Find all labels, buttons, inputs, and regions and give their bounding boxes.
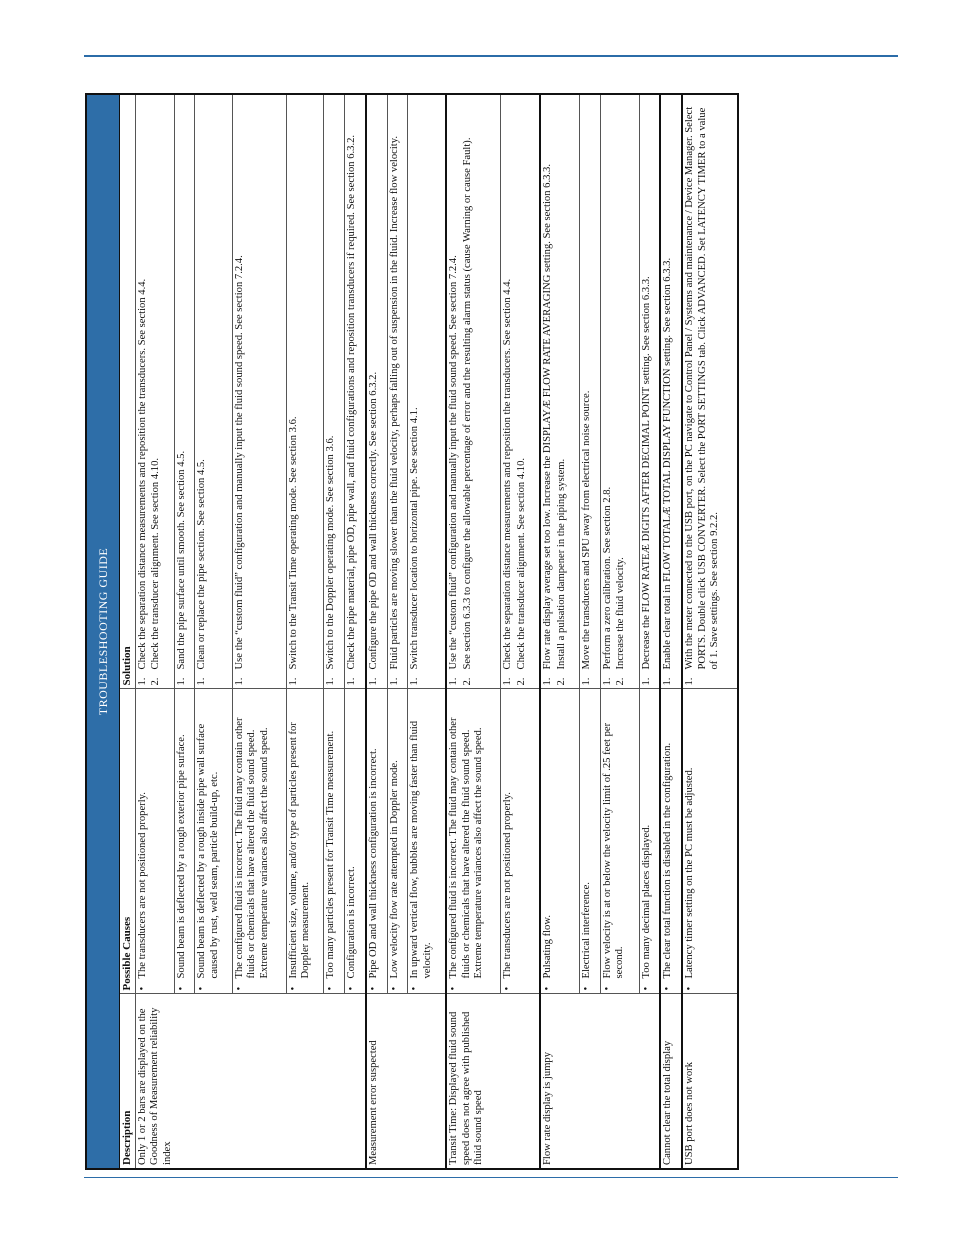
solution-text: With the meter connected to the USB port, on the PC navigate to Control Panel / Systems and maintenance / Device Manager. Select PORTS. Double click USB CONVERTER. Select the PORT SETTINGS tab. Click ADVANCED. Set LATENCY TIMER to a value of 1. Save settings. See section 9.2.2. bbox=[684, 106, 721, 670]
cause-text: In upward vertical flow, bubbles are moving faster than fluid velocity. bbox=[409, 720, 433, 979]
cause-text: Insufficient size, volume, and/or type of particles present for Doppler measurement. bbox=[287, 722, 312, 979]
solution-number: 2. bbox=[461, 677, 473, 686]
description-cell: Transit Time: Displayed fluid sound speed does not agree with published fluid sound speed bbox=[446, 994, 540, 1169]
cause-cell bbox=[446, 689, 501, 994]
header-solution: Solution bbox=[120, 94, 136, 689]
solution-cell bbox=[232, 94, 286, 689]
solution-number: 1. bbox=[502, 677, 514, 686]
solution-text: Sand the pipe surface until smooth. See section 4.5. bbox=[175, 450, 187, 670]
solution-text: Configure the pipe OD and wall thickness correctly. See section 6.3.2. bbox=[367, 371, 379, 670]
solution-cell bbox=[580, 94, 601, 689]
solution-text: Move the transducers and SPU away from electrical noise source. bbox=[581, 390, 593, 670]
header-description: Description bbox=[120, 994, 136, 1169]
solution-number: 2. bbox=[515, 677, 527, 686]
solution-cell bbox=[660, 94, 682, 689]
solution-text: Use the “custom fluid” configuration and manually input the fluid sound speed. See section 7.2.4. bbox=[233, 255, 245, 670]
cause-cell bbox=[286, 689, 323, 994]
table-row bbox=[660, 94, 682, 1169]
solution-text: See section 6.3.3 to configure the allowable percentage of error and the resulting alarm status (cause Warning or cause Fault). bbox=[461, 137, 473, 670]
solution-text: Check the transducer alignment. See section 4.10. bbox=[515, 457, 527, 670]
solution-number: 2. bbox=[150, 677, 162, 686]
solution-cell bbox=[345, 94, 366, 689]
solution-text: Enable clear total in FLOW TOTALÆ TOTAL DISPLAY FUNCTION setting. See section 6.3.3. bbox=[662, 257, 674, 670]
cause-cell bbox=[232, 689, 286, 994]
table-body bbox=[135, 94, 738, 1169]
bullet-icon: • bbox=[581, 986, 593, 991]
solution-number: 1. bbox=[581, 677, 593, 686]
solution-number: 1. bbox=[601, 677, 613, 686]
cause-cell bbox=[600, 689, 639, 994]
cause-cell bbox=[408, 689, 446, 994]
solution-cell bbox=[135, 94, 174, 689]
solution-number: 1. bbox=[367, 677, 379, 686]
cause-text: Pipe OD and wall thickness configuration is incorrect. bbox=[367, 748, 379, 979]
solution-number: 1. bbox=[542, 677, 554, 686]
solution-number: 1. bbox=[448, 677, 460, 686]
solution-text: Switch to the Doppler operating mode. See section 3.6. bbox=[325, 435, 337, 670]
cause-cell bbox=[639, 689, 660, 994]
cause-cell bbox=[660, 689, 682, 994]
cause-text: The configured fluid is incorrect. The fluid may contain other fluids or chemicals that have altered the fluid sound speed. Extreme temperature variances also affect the sound speed. bbox=[233, 717, 270, 979]
solution-text: Check the transducer alignment. See section 4.10. bbox=[150, 457, 162, 670]
table-title: TROUBLESHOOTING GUIDE bbox=[86, 94, 120, 1169]
footer-rule bbox=[84, 1177, 898, 1178]
cause-cell bbox=[580, 689, 601, 994]
cause-text: Electrical interference. bbox=[581, 882, 593, 979]
bullet-icon: • bbox=[287, 986, 299, 991]
table-row bbox=[682, 94, 738, 1169]
cause-text: Low velocity flow rate attempted in Doppler mode. bbox=[388, 760, 400, 979]
header-rule bbox=[84, 55, 898, 57]
bullet-icon: • bbox=[542, 986, 554, 991]
solution-number: 1. bbox=[196, 677, 208, 686]
bullet-icon: • bbox=[175, 986, 187, 991]
solution-text: Decrease the FLOW RATEÆ DIGITS AFTER DECIMAL POINT setting. See section 6.3.3. bbox=[640, 276, 652, 670]
bullet-icon: • bbox=[388, 986, 400, 991]
bullet-icon: • bbox=[601, 986, 613, 991]
solution-number: 1. bbox=[684, 677, 696, 686]
cause-text: Flow velocity is at or below the velocity limit of .25 feet per second. bbox=[601, 722, 626, 979]
cause-text: The configured fluid is incorrect. The fluid may contain other fluids or chemicals that have altered the fluid sound speed. Extreme temperature variances also affect the sound speed. bbox=[448, 717, 485, 979]
description-cell: USB port does not work bbox=[682, 994, 738, 1169]
header-causes: Possible Causes bbox=[120, 689, 136, 994]
cause-cell bbox=[345, 689, 366, 994]
solution-text: Perform a zero calibration. See section 2.8. bbox=[601, 486, 613, 670]
solution-number: 1. bbox=[233, 677, 245, 686]
table-row bbox=[135, 94, 174, 1169]
solution-cell bbox=[682, 94, 738, 689]
solution-cell bbox=[174, 94, 195, 689]
solution-number: 1. bbox=[175, 677, 187, 686]
cause-cell bbox=[682, 689, 738, 994]
solution-text: Install a pulsation dampener in the piping system. bbox=[555, 458, 567, 670]
cause-text: The clear total function is disabled in the configuration. bbox=[662, 742, 674, 979]
bullet-icon: • bbox=[136, 986, 148, 991]
cause-cell bbox=[195, 689, 232, 994]
solution-text: Increase the fluid velocity. bbox=[615, 557, 627, 670]
solution-text: Use the “custom fluid” configuration and manually input the fluid sound speed. See section 7.2.4. bbox=[448, 255, 460, 670]
solution-number: 1. bbox=[325, 677, 337, 686]
cause-cell bbox=[501, 689, 540, 994]
solution-number: 1. bbox=[662, 677, 674, 686]
description-cell: Only 1 or 2 bars are displayed on the Goodness of Measurement reliability index bbox=[135, 994, 365, 1169]
solution-cell bbox=[195, 94, 232, 689]
solution-number: 2. bbox=[555, 677, 567, 686]
solution-text: Check the separation distance measurements and reposition the transducers. See section 4.4. bbox=[136, 278, 148, 670]
solution-text: Switch transducer location to horizontal pipe. See section 4.1. bbox=[409, 407, 421, 670]
solution-number: 1. bbox=[409, 677, 421, 686]
cause-text: Sound beam is deflected by a rough inside pipe wall surface caused by rust, weld seam, particle build-up, etc. bbox=[196, 723, 220, 979]
bullet-icon: • bbox=[233, 986, 245, 991]
cause-text: Pulsating flow. bbox=[542, 915, 554, 979]
solution-text: Fluid particles are moving slower than the fluid velocity, perhaps falling out of suspension in the fluid. Increase flow velocity. bbox=[388, 136, 400, 670]
bullet-icon: • bbox=[502, 986, 514, 991]
description-cell: Cannot clear the total display bbox=[660, 994, 682, 1169]
bullet-icon: • bbox=[367, 986, 379, 991]
cause-cell bbox=[366, 689, 387, 994]
solution-cell bbox=[600, 94, 639, 689]
cause-text: Too many particles present for Transit Time measurement. bbox=[325, 730, 337, 979]
solution-cell bbox=[324, 94, 345, 689]
cause-text: Too many decimal places displayed. bbox=[640, 824, 652, 979]
solution-cell bbox=[639, 94, 660, 689]
bullet-icon: • bbox=[196, 986, 208, 991]
solution-text: Check the separation distance measurements and reposition the transducers. See section 4.4. bbox=[502, 278, 514, 670]
solution-text: Switch to the Transit Time operating mode. See section 3.6. bbox=[287, 416, 299, 670]
table-row bbox=[540, 94, 579, 1169]
troubleshooting-table-rotated bbox=[85, 95, 739, 1170]
cause-text: The transducers are not positioned properly. bbox=[136, 792, 148, 979]
solution-cell bbox=[286, 94, 323, 689]
troubleshooting-table bbox=[85, 93, 739, 1170]
solution-cell bbox=[540, 94, 579, 689]
cause-cell bbox=[174, 689, 195, 994]
table-row bbox=[446, 94, 501, 1169]
description-cell: Measurement error suspected bbox=[366, 994, 446, 1169]
solution-cell bbox=[408, 94, 446, 689]
bullet-icon: • bbox=[640, 986, 652, 991]
bullet-icon: • bbox=[448, 986, 460, 991]
solution-text: Check the pipe material, pipe OD, pipe wall, and fluid configurations and reposition transducers if required. See section 6.3.2. bbox=[346, 134, 358, 670]
table-row bbox=[366, 94, 387, 1169]
solution-number: 1. bbox=[640, 677, 652, 686]
solution-number: 1. bbox=[388, 677, 400, 686]
bullet-icon: • bbox=[346, 986, 358, 991]
cause-cell bbox=[324, 689, 345, 994]
solution-number: 2. bbox=[615, 677, 627, 686]
cause-cell bbox=[540, 689, 579, 994]
cause-text: Sound beam is deflected by a rough exterior pipe surface. bbox=[175, 734, 187, 979]
solution-text: Flow rate display average set too low. Increase the DISPLAYÆ FLOW RATE AVERAGING setting. See section 6.3.3. bbox=[542, 164, 554, 670]
cause-cell bbox=[387, 689, 408, 994]
solution-cell bbox=[387, 94, 408, 689]
solution-cell bbox=[446, 94, 501, 689]
bullet-icon: • bbox=[409, 986, 421, 991]
cause-cell bbox=[135, 689, 174, 994]
bullet-icon: • bbox=[684, 986, 696, 991]
description-cell: Flow rate display is jumpy bbox=[540, 994, 660, 1169]
solution-number: 1. bbox=[287, 677, 299, 686]
cause-text: Configuration is incorrect. bbox=[346, 866, 358, 979]
solution-cell bbox=[366, 94, 387, 689]
cause-text: The transducers are not positioned properly. bbox=[502, 792, 514, 979]
solution-text: Clean or replace the pipe section. See section 4.5. bbox=[196, 459, 208, 670]
cause-text: Latency timer setting on the PC must be adjusted. bbox=[684, 767, 696, 979]
solution-number: 1. bbox=[136, 677, 148, 686]
solution-cell bbox=[501, 94, 540, 689]
bullet-icon: • bbox=[662, 986, 674, 991]
bullet-icon: • bbox=[325, 986, 337, 991]
solution-number: 1. bbox=[346, 677, 358, 686]
